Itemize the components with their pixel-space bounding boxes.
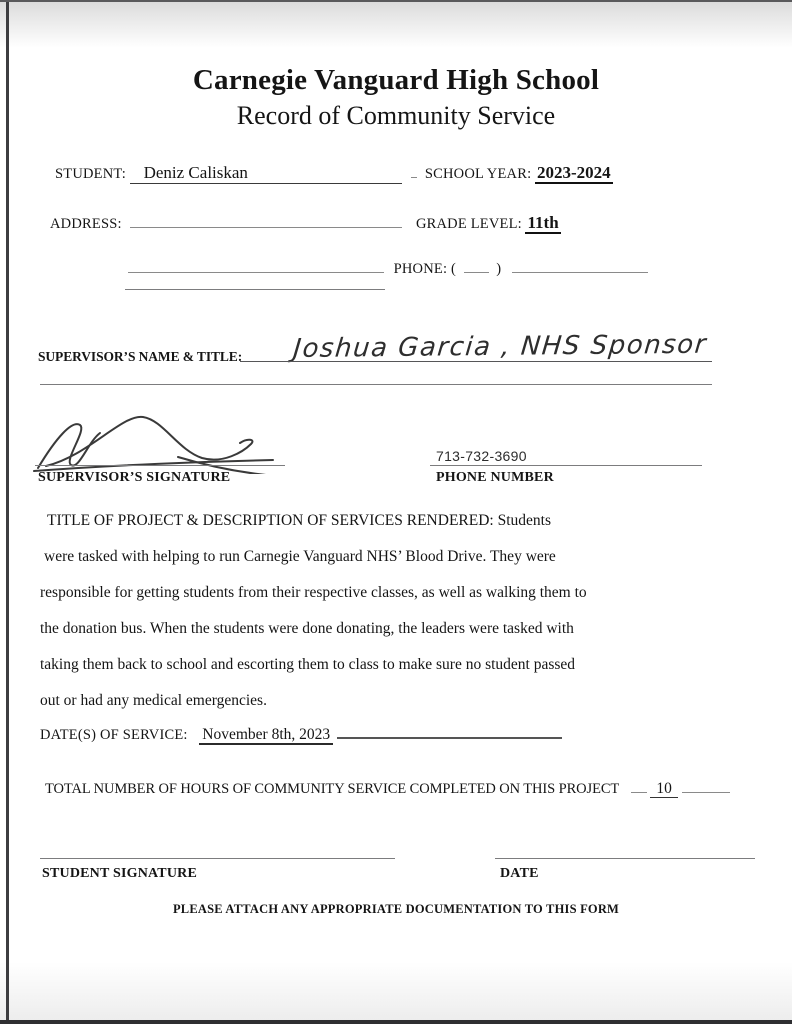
total-hours-row [45, 777, 730, 798]
description-line: out or had any medical emergencies. [40, 692, 267, 709]
dates-of-service-row [40, 722, 562, 744]
student-name-value: Deniz Caliskan [130, 163, 402, 184]
grade-level-label: GRADE LEVEL: [415, 216, 522, 233]
address-label: ADDRESS: [50, 216, 122, 233]
supervisor-name-line [240, 361, 712, 362]
dates-blank-line [337, 722, 562, 739]
phone-number-line [430, 465, 702, 466]
hours-blank-right [682, 777, 730, 793]
dates-of-service-value: November 8th, 2023 [199, 726, 333, 745]
student-signature-line [40, 858, 395, 859]
page-edge-bottom [0, 1020, 792, 1024]
description-line: were tasked with helping to run Carnegie Vanguard NHS’ Blood Drive. They were [44, 548, 556, 565]
description-line: responsible for getting students from their respective classes, as well as walking them to [40, 584, 587, 601]
address-blank-line [130, 212, 402, 228]
area-code-blank [464, 257, 489, 273]
blank-segment [411, 162, 417, 178]
page-edge-left [6, 0, 9, 1024]
student-row [55, 162, 613, 184]
phone-blank-line [512, 257, 648, 273]
supervisor-signature-label: SUPERVISOR’S SIGNATURE [38, 470, 231, 485]
attach-documentation-note: PLEASE ATTACH ANY APPROPRIATE DOCUMENTATION TO THIS FORM [172, 902, 620, 916]
supervisor-signature-line [35, 465, 285, 466]
project-description [40, 503, 752, 719]
dates-of-service-label: DATE(S) OF SERVICE: [40, 727, 188, 744]
description-line: taking them back to school and escorting them to class to make sure no student passed [40, 656, 576, 673]
scan-shadow-top [0, 2, 792, 48]
supervisor-name-title-label: SUPERVISOR’S NAME & TITLE: [38, 349, 243, 364]
blank-line-3 [125, 289, 385, 290]
description-line: TITLE OF PROJECT & DESCRIPTION OF SERVICES RENDERED: Students [47, 512, 551, 529]
scan-shadow-bottom [0, 962, 792, 1020]
school-year-label: SCHOOL YEAR: [424, 166, 532, 183]
school-year-value: 2023-2024 [536, 163, 611, 183]
supervisor-name-handwritten: Joshua Garcia , NHS Sponsor [292, 329, 709, 364]
phone-row [128, 257, 648, 278]
address-blank-line-2 [128, 257, 384, 273]
supervisor-phone-value: 713-732-3690 [436, 448, 527, 464]
form-subtitle: Record of Community Service [236, 101, 556, 130]
school-title: Carnegie Vanguard High School [192, 64, 600, 96]
date-line [495, 858, 755, 859]
grade-level-value: 11th [527, 213, 559, 233]
page-edge-top [0, 0, 792, 2]
phone-label: PHONE: ( [393, 261, 457, 278]
supervisor-title-line-2 [40, 384, 712, 385]
student-signature-label: STUDENT SIGNATURE [42, 866, 197, 881]
address-row [50, 212, 561, 233]
phone-label-close: ) [496, 261, 502, 278]
phone-number-label: PHONE NUMBER [436, 470, 554, 485]
hours-blank-left [631, 777, 647, 793]
total-hours-label: TOTAL NUMBER OF HOURS OF COMMUNITY SERVICE COMPLETED ON THIS PROJECT [45, 781, 620, 798]
student-label: STUDENT: [55, 166, 126, 183]
date-label: DATE [500, 866, 539, 881]
total-hours-value: 10 [650, 780, 678, 798]
description-line: the donation bus. When the students were done donating, the leaders were tasked with [40, 620, 574, 637]
